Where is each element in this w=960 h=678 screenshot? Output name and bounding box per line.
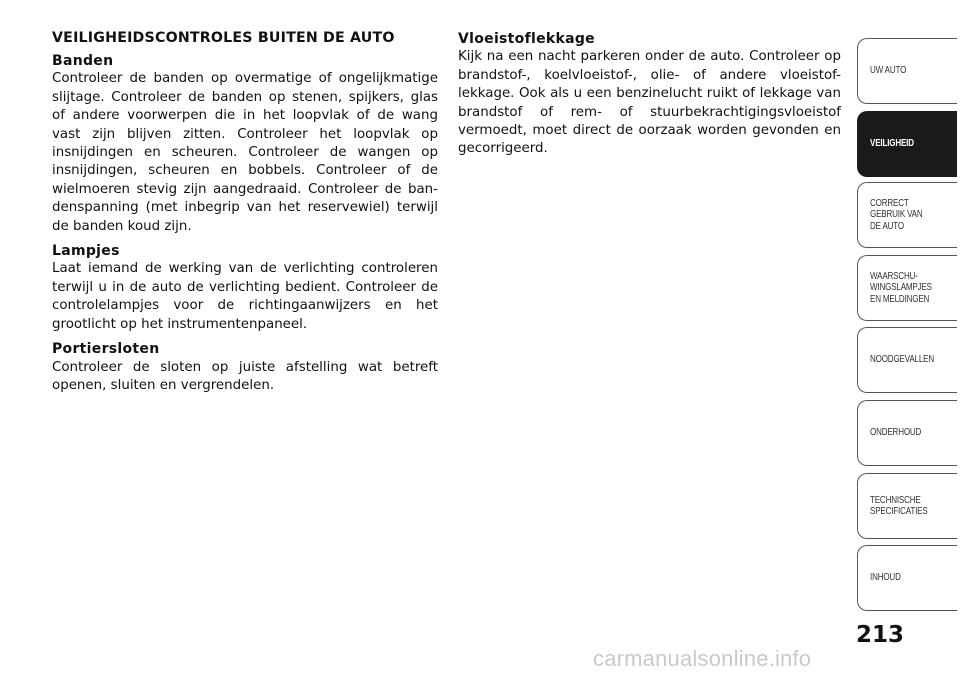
tab-label: UW AUTO bbox=[870, 65, 907, 77]
tab-inhoud[interactable] bbox=[857, 545, 957, 611]
right-column bbox=[458, 30, 841, 165]
tab-onderhoud[interactable] bbox=[857, 400, 957, 466]
tab-label: NOODGEVALLEN bbox=[870, 354, 934, 366]
subsection-body: Controleer de sloten op juiste afstelling wat betreft openen, sluiten en vergrendelen. bbox=[52, 359, 438, 393]
tab-label: INHOUD bbox=[870, 572, 901, 584]
tab-label: WAARSCHU- WINGSLAMPJES EN MELDINGEN bbox=[870, 271, 932, 305]
subsection-body: Kijk na een nacht parkeren onder de auto. Controleer op brandstof-, koelvloeistof-, olie- of andere vloeistof-lekkage. Ook als u een benzinelucht ruikt of lekkage van brandstof of rem- of stuurbekrachtigingsvloeistof vermoedt, moet direct de oorzaak worden gevonden en gecorrigeerd. bbox=[458, 49, 841, 157]
subsection-body: Controleer de banden op overmatige of ongelijkmatige slijtage. Controleer de banden op stenen, spijkers, glas of andere voorwerpen die in het loopvlak of de wang vast zijn blijven zitten. Controleer het loopvlak op insnijdingen en scheuren. Controleer de wangen op insnijdingen, scheuren en bobbels. Controleer of de wielmoeren stevig zijn aangedraaid. Controleer de ban-denspanning (met inbegrip van het reservewiel) terwijl de banden koud zijn. bbox=[52, 71, 438, 234]
section-portiersloten bbox=[52, 340, 438, 395]
tab-noodgevallen[interactable] bbox=[857, 327, 957, 393]
subsection-title: Portiersloten bbox=[52, 341, 160, 358]
subsection-title: Vloeistoflekkage bbox=[458, 31, 595, 47]
chapter-tabs bbox=[857, 0, 960, 678]
watermark: carmanualsonline.info bbox=[593, 646, 812, 671]
section-banden bbox=[52, 52, 438, 236]
tab-technische-specificaties[interactable] bbox=[857, 473, 957, 539]
page-number: 213 bbox=[856, 622, 905, 648]
section-lampjes bbox=[52, 242, 438, 334]
section-heading: VEILIGHEIDSCONTROLES BUITEN DE AUTO bbox=[52, 30, 395, 46]
tab-waarschuwingslampjes[interactable] bbox=[857, 255, 957, 321]
tab-label: CORRECT GEBRUIK VAN DE AUTO bbox=[870, 198, 923, 232]
tab-veiligheid[interactable] bbox=[857, 111, 957, 177]
tab-correct-gebruik[interactable] bbox=[857, 182, 957, 248]
tab-label: VEILIGHEID bbox=[870, 138, 914, 150]
left-column bbox=[52, 30, 438, 401]
subsection-title: Banden bbox=[52, 53, 114, 69]
subsection-body: Laat iemand de werking van de verlichting controleren terwijl u in de auto de verlichting bedient. Controleer de controlelampjes voor de richtingaanwijzers en het grootlicht op het instrumentenpaneel. bbox=[52, 261, 438, 332]
tab-uw-auto[interactable] bbox=[857, 38, 957, 104]
tab-label: ONDERHOUD bbox=[870, 427, 922, 439]
subsection-title: Lampjes bbox=[52, 243, 120, 260]
tab-label: TECHNISCHE SPECIFICATIES bbox=[870, 494, 928, 517]
